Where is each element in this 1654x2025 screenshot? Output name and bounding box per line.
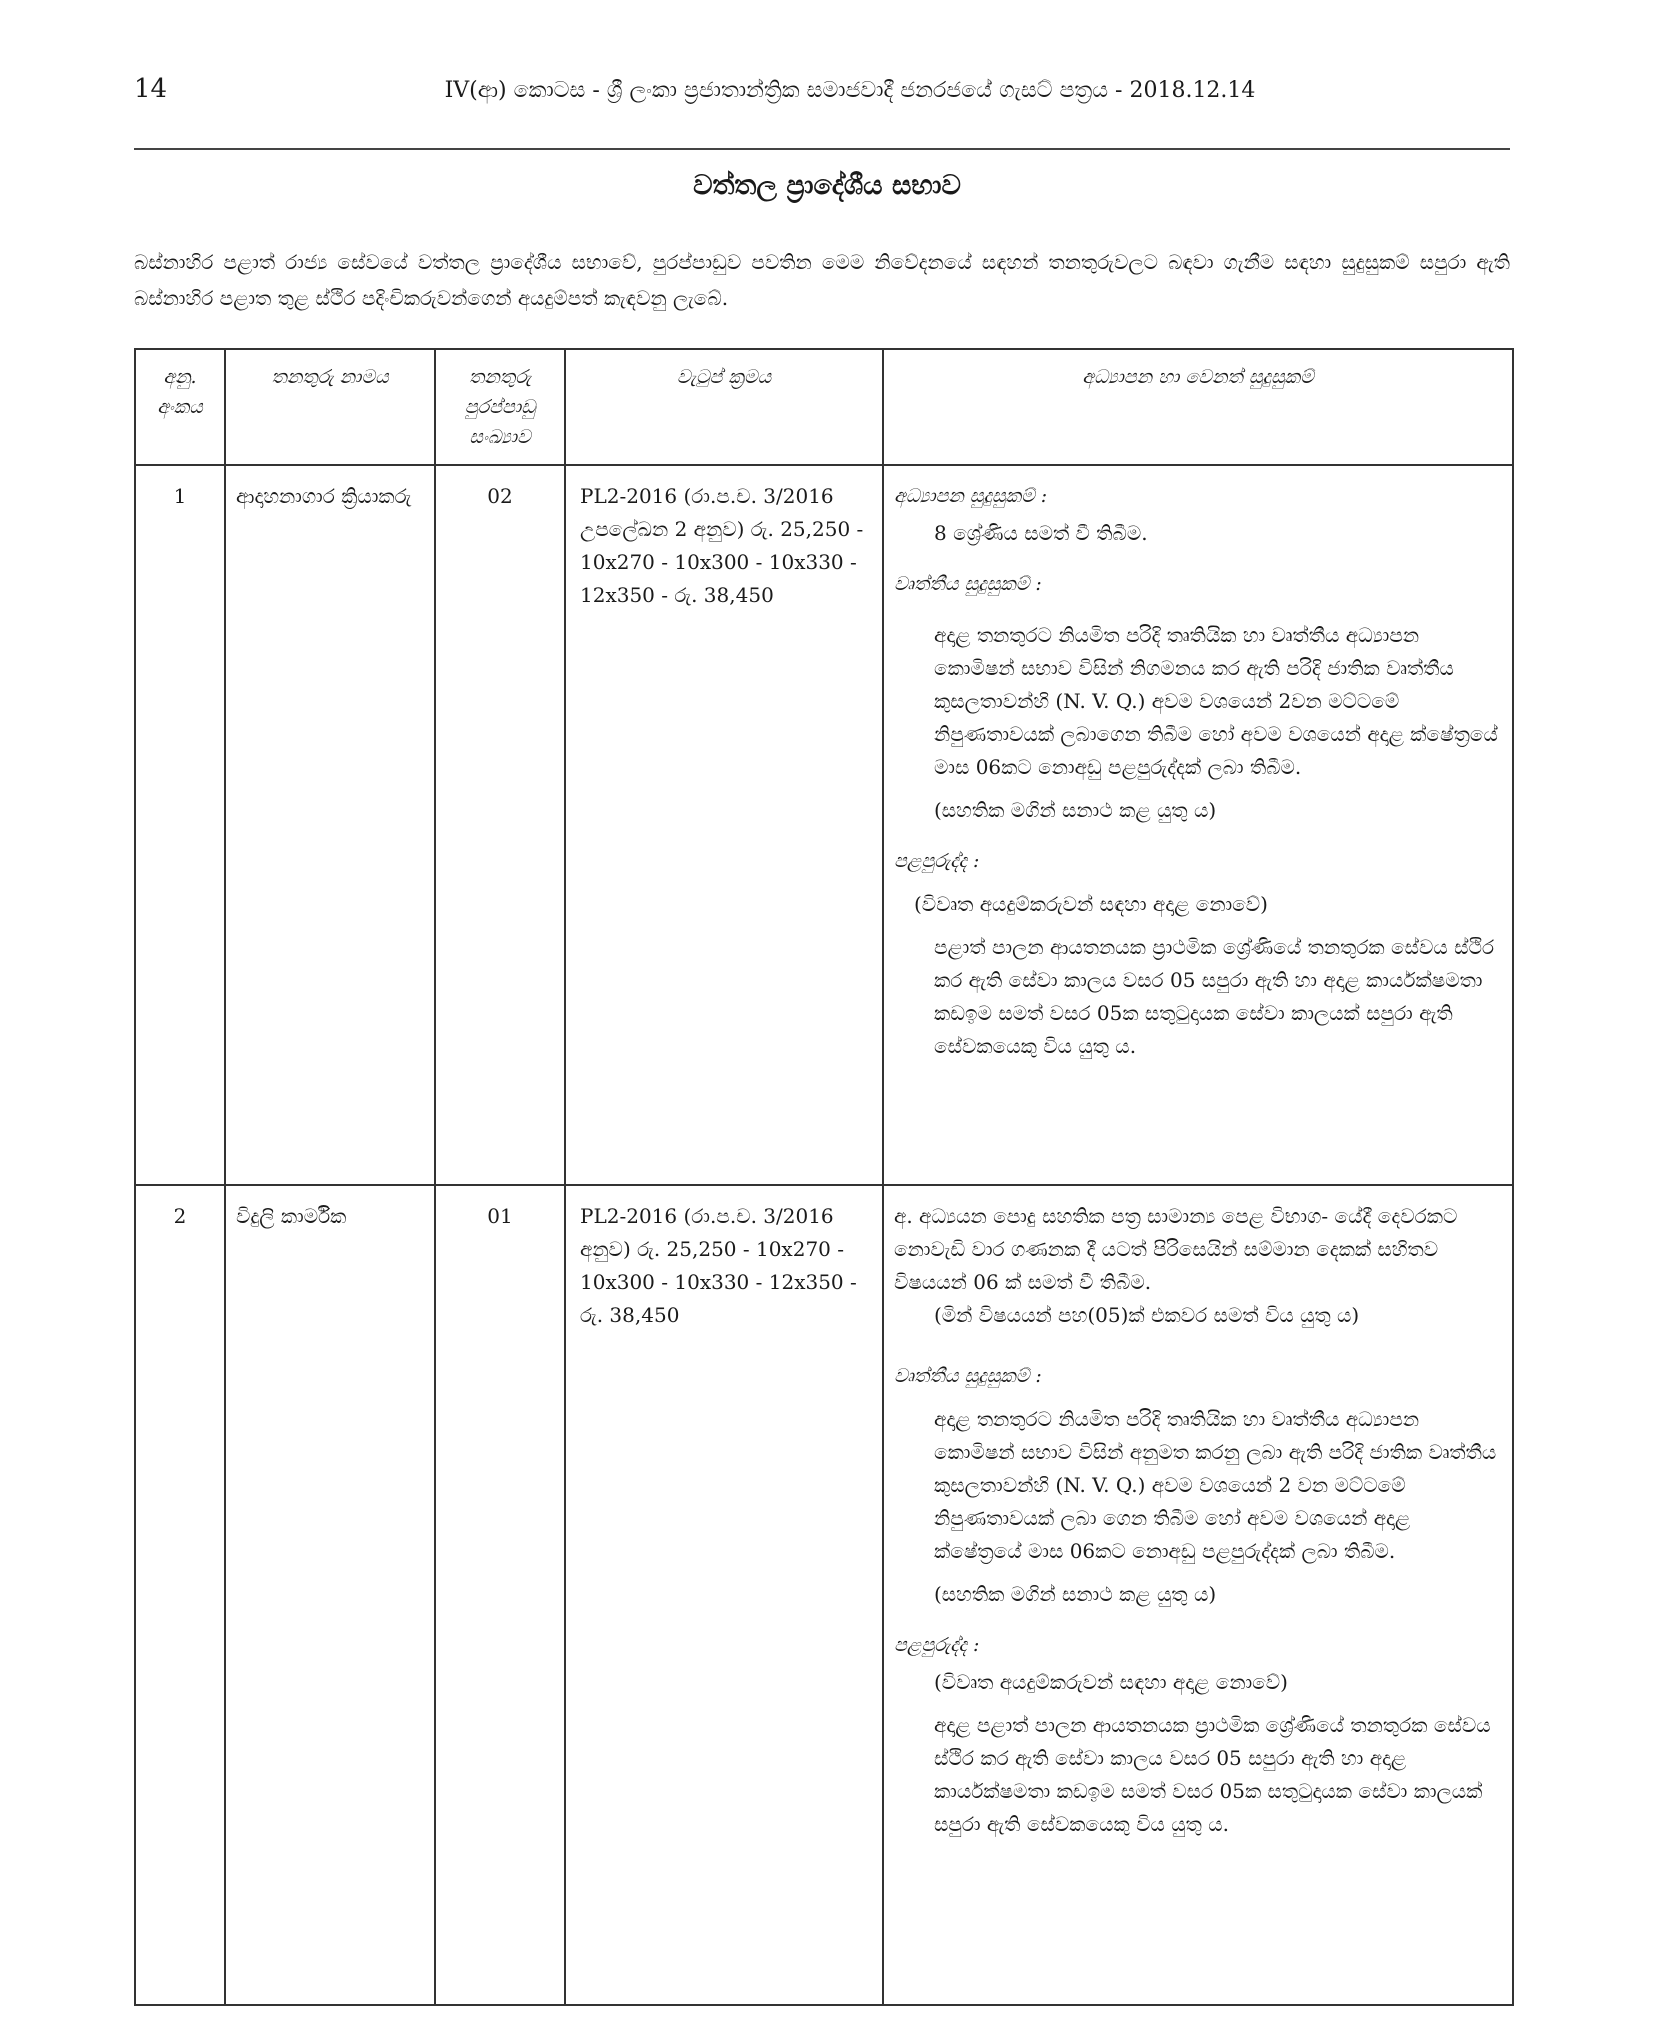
voc-qualification-label: වෘත්තීය සුදුසුකම් :	[894, 1365, 1042, 1387]
experience-exemption-note: (විවෘත අයදුම්කරුවන් සඳහා අදාළ නොවේ)	[914, 892, 1268, 916]
header-vacancies: තනතුරු පුරප්පාඩු සංඛ්‍යාව	[435, 349, 565, 465]
header-qualifications: අධ්‍යාපන හා වෙනත් සුදුසුකම්	[883, 349, 1513, 465]
voc-qualification-label: වෘත්තීය සුදුසුකම් :	[894, 573, 1042, 595]
vacancy-table	[134, 348, 1514, 2006]
page-number: 14	[134, 74, 168, 104]
edu-qualification-label: අධ්‍යාපන සුදුසුකම් :	[894, 485, 1048, 507]
certificate-note: (සහතික මගින් සනාථ කළ යුතු ය)	[934, 1582, 1217, 1606]
serial-no-cell: 1	[135, 465, 225, 1185]
certificate-note: (සහතික මගින් සනාථ කළ යුතු ය)	[934, 798, 1217, 822]
post-name-cell: විදුලි කාර්මික	[225, 1185, 435, 2005]
salary-scale-cell: PL2-2016 (රා.ප.ච. 3/2016 අනුව) රු. 25,250 - 10x270 - 10x300 - 10x330 - 12x350 - රු. 38,450	[565, 1185, 883, 2005]
experience-label: පළපුරුද්ද :	[894, 850, 980, 872]
voc-qualification-text: අදාළ තනතුරට නියමිත පරිදි තෘතියික හා වෘත්තීය අධ්‍යාපන කොමිෂන් සභාව විසින් අනුමත කරනු ලබා ඇති පරිදි ජාතික වෘත්තීය කුසලතාවන්හි (N. V. Q.) අවම වශයෙන් 2 වන මට්ටමේ නිපුණතාවයක් ලබා ගෙන තිබීම හෝ අවම වශයෙන් අදාළ ක්ෂේත්‍රයේ මාස 06කට නොඅඩු පළපුරුද්දක් ලබා තිබීම.	[934, 1407, 1497, 1563]
serial-no-cell: 2	[135, 1185, 225, 2005]
experience-text: පළාත් පාලන ආයතනයක ප්‍රාථමික ශ්‍රේණියේ තනතුරක සේවය ස්ථිර කර ඇති සේවා කාලය වසර 05 සපුරා ඇති හා අදාළ කාර්යක්ෂමතා කඩඉම සමත් වසර 05ක සතුටුදායක සේවා කාලයක් සපුරා ඇති සේවකයෙකු විය යුතු ය.	[934, 935, 1495, 1058]
experience-label: පළපුරුද්ද :	[894, 1634, 980, 1656]
salary-scale-cell: PL2-2016 (රා.ප.ච. 3/2016 උපලේඛන 2 අනුව) රු. 25,250 - 10x270 - 10x300 - 10x330 - 12x350 - රු. 38,450	[565, 465, 883, 1185]
header-divider	[134, 148, 1510, 150]
experience-exemption-note: (විවෘත අයදුම්කරුවන් සඳහා අදාළ නොවේ)	[934, 1670, 1288, 1694]
section-title: වත්තල ප්‍රාදේශීය සභාව	[693, 170, 961, 201]
edu-qualification-text: අ. අධ්‍යයන පොදු සහතික පත්‍ර සාමාන්‍ය පෙළ විභාග- යේදී දෙවරකට නොවැඩි වාර ගණනක දී යටත් පිරිසෙයින් සම්මාන දෙකක් සහිතව විෂයයන් 06 ක් සමත් වී තිබීම.	[894, 1204, 1458, 1294]
table-header-row	[135, 349, 1513, 465]
subject-note: (මින් විෂයයන් පහ(05)ක් එකවර සමත් විය යුතු ය)	[934, 1303, 1360, 1327]
vacancies-cell: 01	[435, 1185, 565, 2005]
vacancies-cell: 02	[435, 465, 565, 1185]
post-name-cell: ආදාහනාගාර ක්‍රියාකරු	[225, 465, 435, 1185]
edu-qualification-text: 8 ශ්‍රේණිය සමත් වී තිබීම.	[934, 521, 1148, 545]
qualifications-cell	[883, 1185, 1513, 2005]
experience-text: අදාළ පළාත් පාලන ආයතනයක ප්‍රාථමික ශ්‍රේණියේ තනතුරක සේවය ස්ථිර කර ඇති සේවා කාලය වසර 05 සපුරා ඇති හා අදාළ කාර්යක්ෂමතා කඩඉම සමත් වසර 05ක සතුටුදායක සේවා කාලයක් සපුරා ඇති සේවකයෙකු විය යුතු ය.	[934, 1713, 1491, 1836]
intro-paragraph: බස්නාහිර පළාත් රාජ්‍ය සේවයේ වත්තල ප්‍රාදේශීය සභාවේ, පුරප්පාඩුව පවතින මෙම නිවේදනයේ සඳහන් තනතුරුවලට බඳවා ගැනීම සඳහා සුදුසුකම් සපුරා ඇති බස්නාහිර පළාත තුළ ස්ථිර පදිංචිකරුවන්ගෙන් අයදුම්පත් කැඳවනු ලැබේ.	[134, 250, 1510, 310]
voc-qualification-text: අදාළ තනතුරට නියමිත පරිදි තෘතියික හා වෘත්තීය අධ්‍යාපන කොමිෂන් සභාව විසින් නිගමනය කර ඇති පරිදි ජාතික වෘත්තීය කුසලතාවන්හි (N. V. Q.) අවම වශයෙන් 2වන මට්ටමේ නිපුණතාවයක් ලබාගෙන තිබීම හෝ අවම වශයෙන් අදාළ ක්ෂේත්‍රයේ මාස 06කට නොඅඩු පළපුරුද්දක් ලබා තිබීම.	[934, 623, 1498, 779]
running-header: IV(ආ) කොටස - ශ්‍රී ලංකා ප්‍රජාතාන්ත්‍රික සමාජවාදී ජනරජයේ ගැසට් පත්‍රය - 2018.12.14	[444, 78, 1256, 103]
table-row	[135, 1185, 1513, 2005]
header-salary-scale: වැටුප් ක්‍රමය	[565, 349, 883, 465]
qualifications-cell	[883, 465, 1513, 1185]
header-serial-no: අනු. අංකය	[135, 349, 225, 465]
table-row	[135, 465, 1513, 1185]
header-post-name: තනතුරු නාමය	[225, 349, 435, 465]
